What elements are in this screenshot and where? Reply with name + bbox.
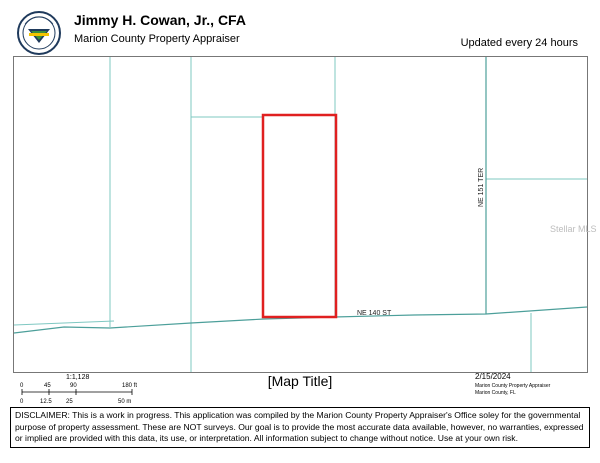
print-date: 2/15/2024	[475, 372, 511, 381]
scale-tick-ft-0: 0	[20, 383, 24, 389]
subject-parcel-outline	[263, 115, 336, 317]
scale-ratio: 1:1,128	[66, 374, 90, 381]
appraiser-credit-line2: Marion County, FL	[475, 390, 516, 396]
header	[10, 6, 590, 56]
map-title: [Map Title]	[267, 373, 333, 389]
watermark: Stellar MLS	[550, 224, 597, 234]
parcel-line	[14, 321, 114, 325]
appraiser-credit-line1: Marion County Property Appraiser	[475, 383, 551, 389]
road-lines	[14, 57, 587, 333]
scale-tick-ft-180: 180 ft	[122, 383, 138, 389]
scale-tick-m-12: 12.5	[40, 399, 52, 405]
scale-tick-m-25: 25	[66, 399, 73, 405]
scale-tick-ft-90: 90	[70, 383, 77, 389]
parcel-lines	[14, 57, 587, 372]
road-label-ne-140-st: NE 140 ST	[357, 310, 392, 317]
scale-tick-m-50: 50 m	[118, 399, 132, 405]
scale-tick-ft-45: 45	[44, 383, 51, 389]
update-frequency: Updated every 24 hours	[460, 37, 578, 49]
appraiser-office: Marion County Property Appraiser	[74, 33, 240, 45]
parcel-map[interactable]	[13, 56, 597, 373]
road-ne-140-st	[14, 307, 587, 333]
appraiser-seal-icon	[16, 10, 62, 56]
appraiser-credit	[475, 383, 550, 397]
scale-tick-m-0: 0	[20, 399, 24, 405]
appraiser-name: Jimmy H. Cowan, Jr., CFA	[74, 12, 246, 28]
scale-bar-lines	[22, 389, 132, 395]
map-canvas	[14, 57, 597, 372]
road-label-ne-151-ter: NE 151 TER	[478, 167, 485, 207]
disclaimer-box: DISCLAIMER: This is a work in progress. This application was compiled by the Marion County Property Appraiser's Office soley for the governmental purpose of property assessment. These are NOT surveys. Our goal is to provide the most accurate data available, however, no warranties, expressed or implied are provided with this data, its use, or interpretation. All information subject to change without notice. Use at your own risk.	[10, 407, 590, 448]
